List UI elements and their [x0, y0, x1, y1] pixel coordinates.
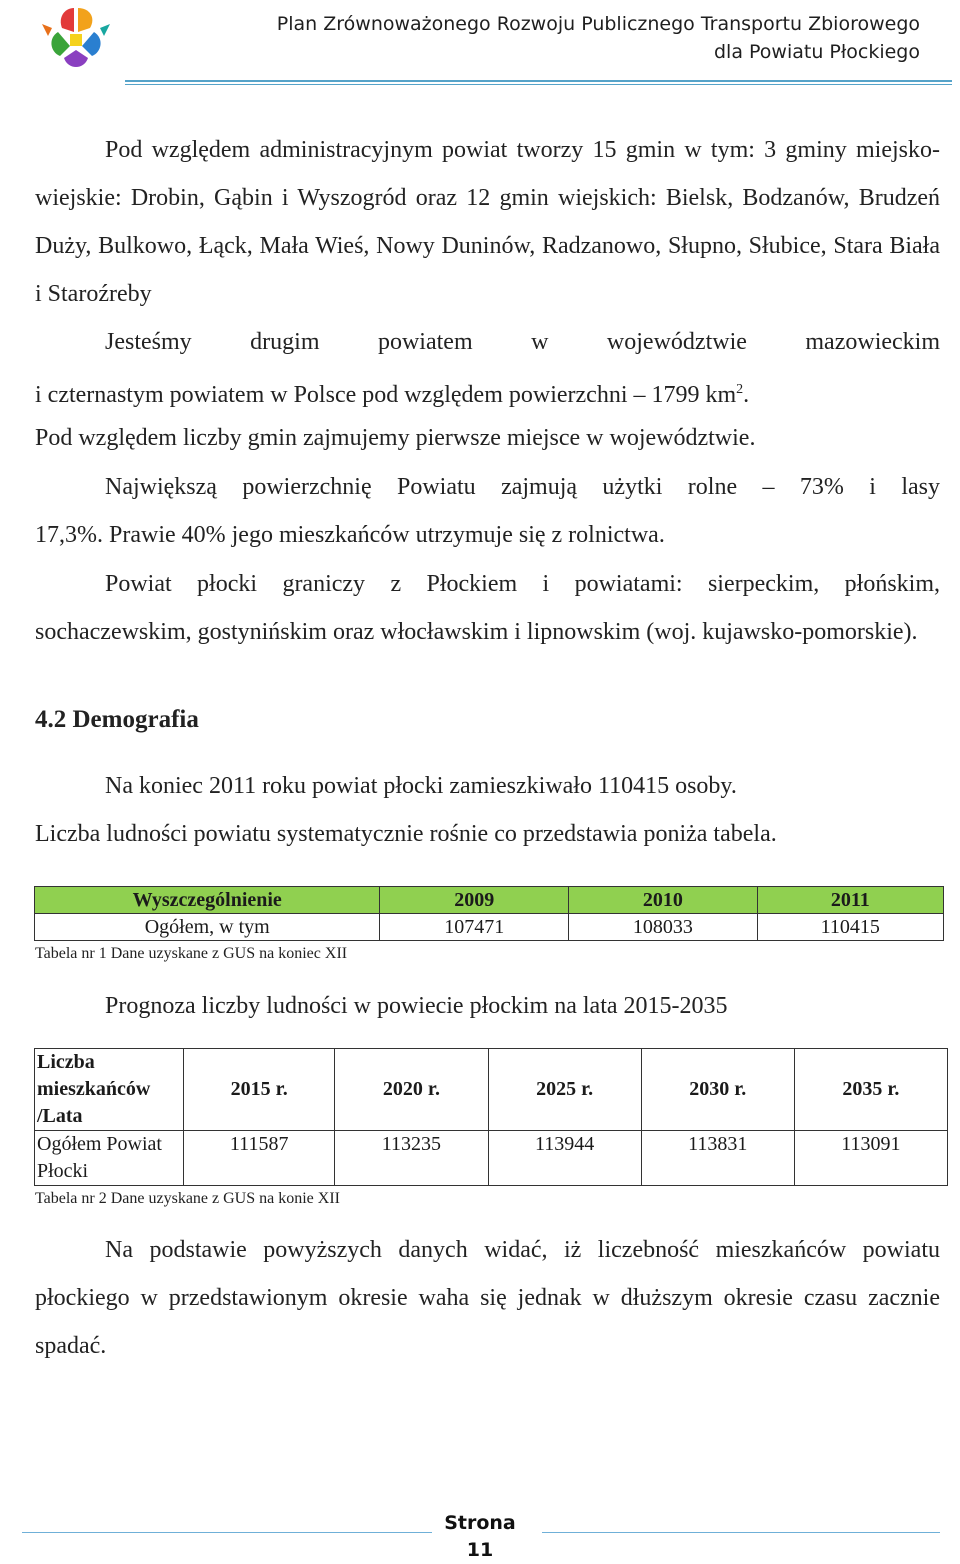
table-cell: 111587	[184, 1131, 335, 1186]
footer-rule-right	[542, 1532, 940, 1533]
table-cell: 113235	[335, 1131, 488, 1186]
header-title-line2: dla Powiatu Płockiego	[713, 41, 920, 63]
paragraph-population: Na koniec 2011 roku powiat płocki zamieszkiwało 110415 osoby.	[105, 773, 737, 799]
population-table	[34, 886, 944, 941]
paragraph-area-line1: Jesteśmy drugim powiatem w województwie mazowieckim	[105, 329, 940, 355]
table-cell: 113831	[641, 1131, 794, 1186]
paragraph-land-use-line2: 17,3%. Prawie 40% jego mieszkańców utrzymuje się z rolnictwa.	[35, 522, 665, 548]
table-cell: 110415	[757, 914, 943, 941]
table-cell: Ogółem, w tym	[35, 914, 380, 941]
table-header-cell: 2011	[757, 887, 943, 914]
table-row	[35, 914, 944, 941]
forecast-title: Prognoza liczby ludności w powiecie płockim na lata 2015-2035	[105, 993, 728, 1019]
page-number: 11	[466, 1539, 494, 1561]
table-cell: 113944	[488, 1131, 641, 1186]
page-footer	[440, 1510, 520, 1564]
header-title-line1: Plan Zrównoważonego Rozwoju Publicznego Transportu Zbiorowego	[276, 13, 920, 35]
table-row	[35, 1131, 948, 1186]
table-header-cell: 2025 r.	[488, 1049, 641, 1131]
table1-caption: Tabela nr 1 Dane uzyskane z GUS na koniec XII	[35, 945, 348, 962]
table-header-cell: 2035 r.	[794, 1049, 947, 1131]
table-header-row	[35, 1049, 948, 1131]
footer-strona-label: Strona	[444, 1512, 516, 1534]
table-header-cell: Wyszczególnienie	[35, 887, 380, 914]
footer-rule-left	[22, 1532, 432, 1533]
paragraph-area-line3: Pod względem liczby gmin zajmujemy pierwsze miejsce w województwie.	[35, 425, 756, 451]
paragraph-conclusion: Na podstawie powyższych danych widać, iż liczebność mieszkańców powiatu płockiego w przedstawionym okresie waha się jednak w dłuższym okresie czasu zacznie spadać.	[35, 1237, 940, 1359]
table-corner-cell: Liczba mieszkańców /Lata	[35, 1049, 184, 1131]
paragraph-administration: Pod względem administracyjnym powiat tworzy 15 gmin w tym: 3 gminy miejsko-wiejskie: Drobin, Gąbin i Wyszogród oraz 12 gmin wiejskich: Bielsk, Bodzanów, Brudzeń Duży, Bulkowo, Łąck, Mała Wieś, Nowy Duninów, Radzanowo, Słupno, Słubice, Stara Biała i Staroźreby	[35, 137, 940, 307]
puzzle-logo-icon	[28, 2, 124, 78]
header-rule-thin	[125, 84, 952, 85]
table-cell: 113091	[794, 1131, 947, 1186]
table-header-cell: 2010	[569, 887, 758, 914]
paragraph-land-use-line1: Największą powierzchnię Powiatu zajmują użytki rolne – 73% i lasy	[105, 474, 940, 500]
table-row-label: Ogółem Powiat Płocki	[35, 1131, 184, 1186]
paragraph-table-intro: Liczba ludności powiatu systematycznie rośnie co przedstawia poniża tabela.	[35, 821, 777, 847]
table-header-cell: 2020 r.	[335, 1049, 488, 1131]
paragraph-borders: Powiat płocki graniczy z Płockiem i powiatami: sierpeckim, płońskim, sochaczewskim, gostynińskim oraz włocławskim i lipnowskim (woj. kujawsko-pomorskie).	[35, 571, 940, 645]
section-heading-demografia: 4.2 Demografia	[35, 706, 199, 733]
table-header-row	[35, 887, 944, 914]
table-cell: 108033	[569, 914, 758, 941]
table-cell: 107471	[380, 914, 569, 941]
document-header	[200, 10, 920, 66]
table-header-cell: 2015 r.	[184, 1049, 335, 1131]
table-header-cell: 2030 r.	[641, 1049, 794, 1131]
paragraph-area-line2: i czternastym powiatem w Polsce pod względem powierzchni – 1799 $km^2$.	[35, 382, 750, 408]
table-header-cell: 2009	[380, 887, 569, 914]
header-rule	[125, 80, 952, 82]
table2-caption: Tabela nr 2 Dane uzyskane z GUS na konie XII	[35, 1190, 340, 1207]
forecast-table	[34, 1048, 948, 1186]
